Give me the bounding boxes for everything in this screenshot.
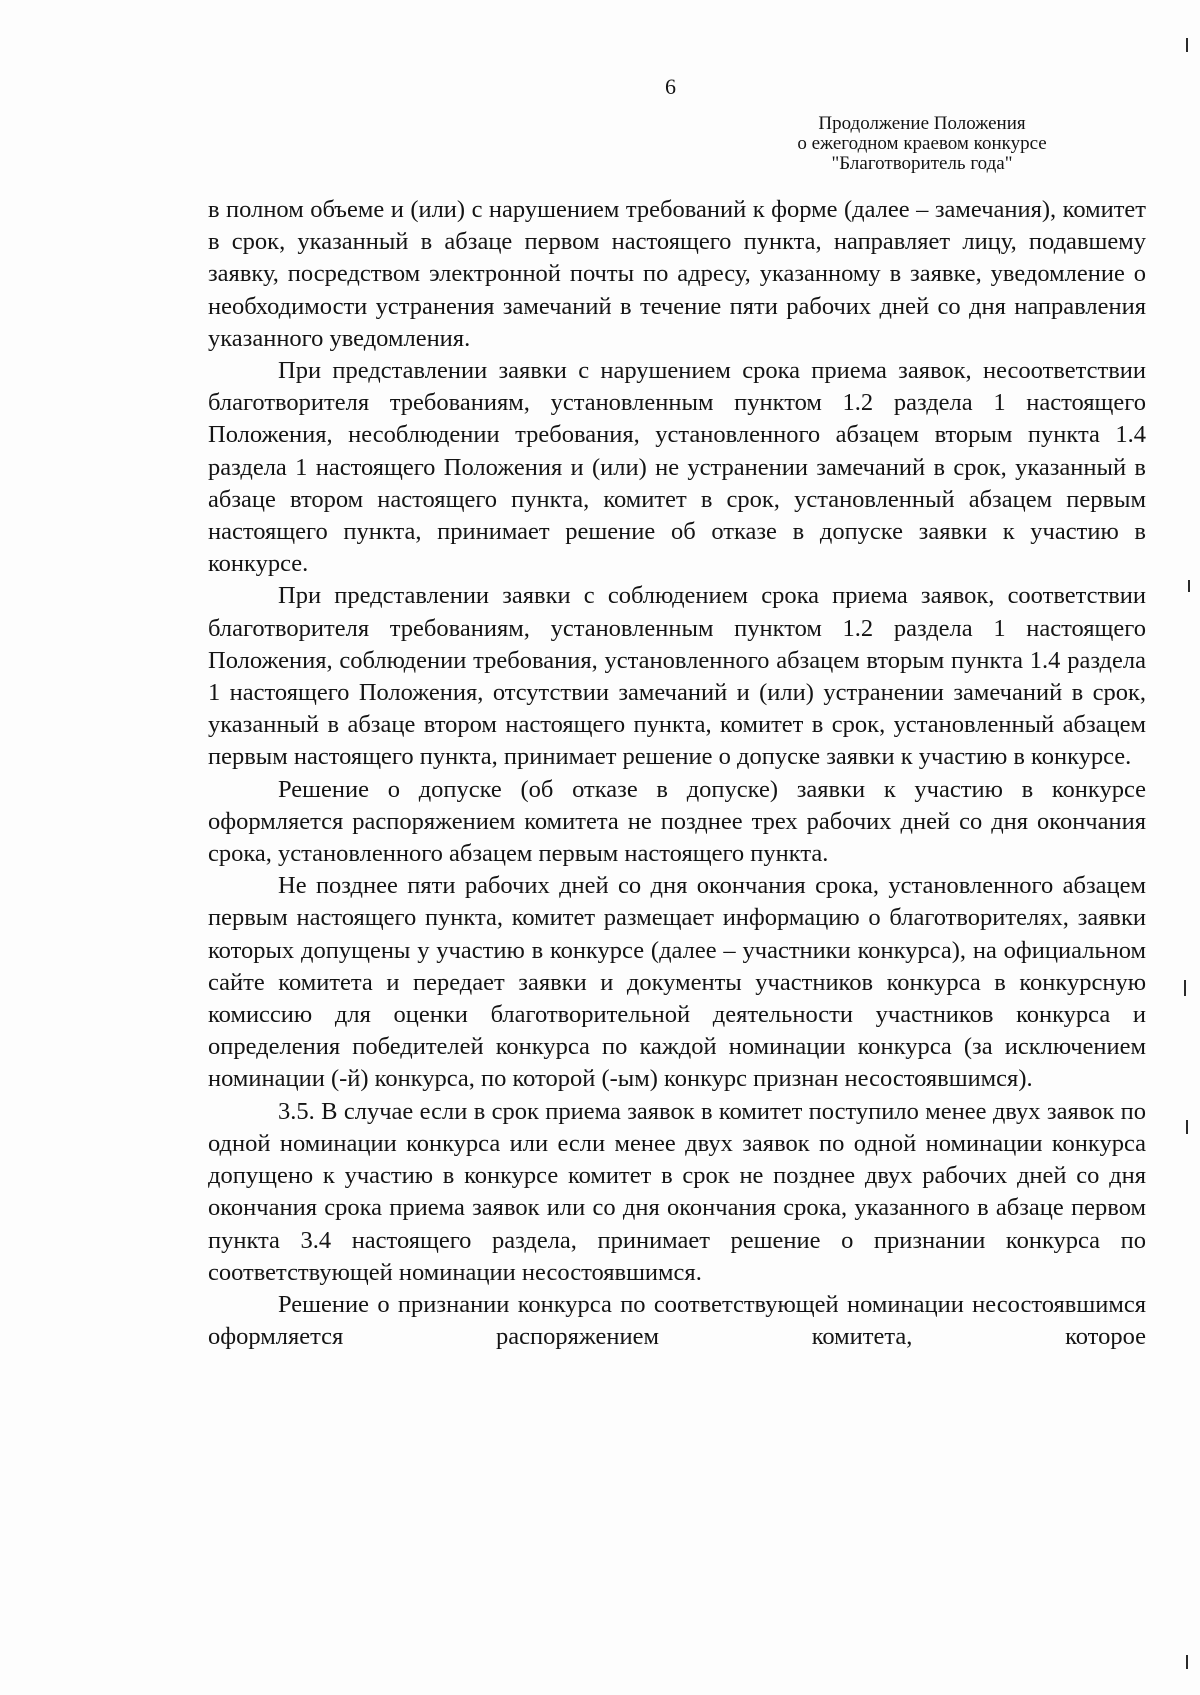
document-body	[208, 194, 1146, 1353]
scan-edge-mark	[1188, 580, 1190, 592]
page-number: 6	[665, 74, 676, 99]
scan-edge-mark	[1186, 1120, 1188, 1134]
paragraph-failed-contest-order: Решение о признании конкурса по соответствующей номинации несостоявшимся оформляется распоряжением комитета, которое	[208, 1290, 1146, 1351]
running-header	[752, 114, 1092, 174]
running-header-line-3: "Благотворитель года"	[831, 153, 1013, 174]
paragraph-admission-order: Решение о допуске (об отказе в допуске) заявки к участию в конкурсе оформляется распоряжением комитета не позднее трех рабочих дней со дня окончания срока, установленного абзацем первым настоящего пункта.	[208, 775, 1146, 868]
paragraph-participants-publication: Не позднее пяти рабочих дней со дня окончания срока, установленного абзацем первым настоящего пункта, комитет размещает информацию о благотворителях, заявки которых допущены у участию в конкурсе (далее – участники конкурса), на официальном сайте комитета и передает заявки и документы участников конкурса в конкурсную комиссию для оценки благотворительной деятельности участников конкурса и определения победителей конкурса по каждой номинации конкурса (за исключением номинации (-й) конкурса, по которой (-ым) конкурс признан несостоявшимся).	[208, 872, 1146, 1093]
running-header-line-2: о ежегодном краевом конкурсе	[797, 133, 1047, 154]
scan-edge-mark	[1186, 1655, 1188, 1669]
scan-edge-mark	[1186, 38, 1188, 52]
paragraph-refusal-conditions: При представлении заявки с нарушением срока приема заявок, несоответствии благотворителя требованиям, установленным пунктом 1.2 раздела 1 настоящего Положения, несоблюдении требования, установленного абзацем вторым пункта 1.4 раздела 1 настоящего Положения и (или) не устранении замечаний в срок, указанный в абзаце втором настоящего пункта, комитет в срок, установленный абзацем первым настоящего пункта, принимает решение об отказе в допуске заявки к участию в конкурсе.	[208, 357, 1146, 578]
scan-edge-mark	[1184, 980, 1186, 996]
paragraph-clause-3-5: 3.5. В случае если в срок приема заявок в комитет поступило менее двух заявок по одной номинации конкурса или если менее двух заявок по одной номинации конкурса допущено к участию в конкурсе комитет в срок не позднее двух рабочих дней со дня окончания срока приема заявок или со дня окончания срока, указанного в абзаце первом пункта 3.4 настоящего раздела, принимает решение о признании конкурса по соответствующей номинации несостоявшимся.	[208, 1097, 1146, 1286]
paragraph-continuation: в полном объеме и (или) с нарушением требований к форме (далее – замечания), комитет в срок, указанный в абзаце первом настоящего пункта, направляет лицу, подавшему заявку, посредством электронной почты по адресу, указанному в заявке, уведомление о необходимости устранения замечаний в течение пяти рабочих дней со дня направления указанного уведомления.	[208, 196, 1146, 352]
paragraph-admission-conditions: При представлении заявки с соблюдением срока приема заявок, соответствии благотворителя требованиям, установленным пунктом 1.2 раздела 1 настоящего Положения, соблюдении требования, установленного абзацем вторым пункта 1.4 раздела 1 настоящего Положения, отсутствии замечаний и (или) устранении замечаний в срок, указанный в абзаце втором настоящего пункта, комитет в срок, установленный абзацем первым настоящего пункта, принимает решение о допуске заявки к участию в конкурсе.	[208, 582, 1146, 771]
running-header-line-1: Продолжение Положения	[818, 113, 1026, 134]
